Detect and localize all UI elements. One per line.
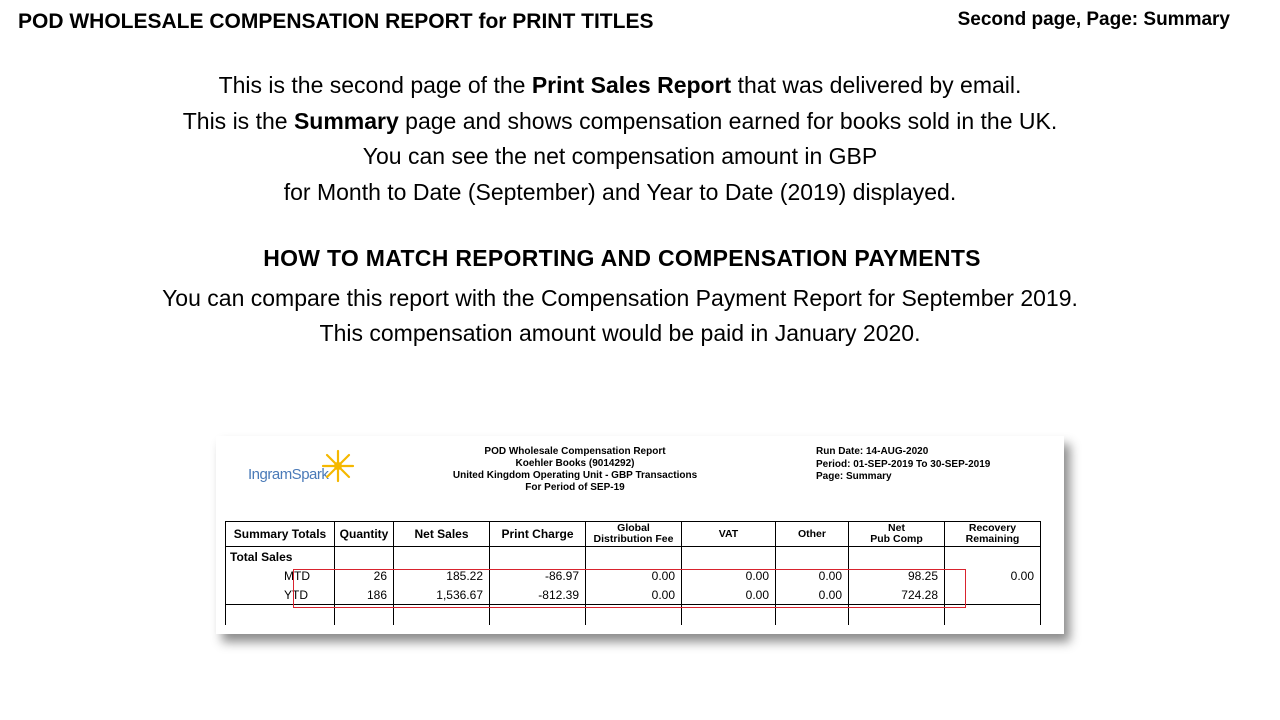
cell-quantity: 26 bbox=[335, 566, 394, 585]
cell-other: 0.00 bbox=[776, 585, 849, 605]
intro-line-1-pre: This is the second page of the bbox=[218, 72, 532, 98]
col-rr-line-2: Remaining bbox=[965, 533, 1020, 545]
row-label: YTD bbox=[226, 585, 335, 605]
col-quantity: Quantity bbox=[335, 522, 394, 547]
empty-cell bbox=[586, 547, 682, 567]
empty-cell bbox=[682, 547, 776, 567]
intro-line-2-bold: Summary bbox=[293, 107, 399, 134]
col-gdf-line-2: Distribution Fee bbox=[593, 533, 674, 545]
col-recovery-remaining bbox=[945, 522, 1041, 547]
col-npc-line-1: Net bbox=[888, 522, 905, 534]
col-net-pub-comp bbox=[849, 522, 945, 547]
star-burst-icon bbox=[320, 448, 356, 484]
intro-line-1-bold: Print Sales Report bbox=[531, 72, 732, 98]
col-rr-line-1: Recovery bbox=[968, 522, 1017, 534]
cell-recovery: 0.00 bbox=[945, 566, 1041, 585]
col-global-distribution-fee bbox=[586, 522, 682, 547]
intro-line-4: for Month to Date (September) and Year to Date (2019) displayed. bbox=[283, 178, 957, 205]
report-header-line: For Period of SEP-19 bbox=[525, 482, 625, 493]
cell-net-pub-comp: 98.25 bbox=[849, 566, 945, 585]
cell-gdf: 0.00 bbox=[586, 566, 682, 585]
cell-print-charge: -812.39 bbox=[490, 585, 586, 605]
run-date: Run Date: 14-AUG-2020 bbox=[816, 446, 929, 457]
slide-title: POD WHOLESALE COMPENSATION REPORT for PRINT TITLES bbox=[18, 10, 654, 33]
section-label: Total Sales bbox=[226, 547, 335, 567]
col-net-sales: Net Sales bbox=[394, 522, 490, 547]
intro-line-2 bbox=[0, 104, 1240, 140]
intro-line-2-post: page and shows compensation earned for books sold in the UK. bbox=[398, 107, 1058, 134]
cell-net-pub-comp: 724.28 bbox=[849, 585, 945, 605]
empty-cell bbox=[849, 547, 945, 567]
empty-cell bbox=[335, 547, 394, 567]
slide-subtitle: Second page, Page: Summary bbox=[957, 9, 1230, 30]
row-label: MTD bbox=[226, 566, 335, 585]
empty-cell bbox=[776, 547, 849, 567]
section-row bbox=[226, 547, 1041, 567]
cell-gdf: 0.00 bbox=[586, 585, 682, 605]
report-header-line: Koehler Books (9014292) bbox=[515, 458, 635, 469]
empty-cell bbox=[490, 547, 586, 567]
empty-cell bbox=[945, 547, 1041, 567]
col-gdf-line-1: Global bbox=[617, 522, 650, 534]
col-print-charge: Print Charge bbox=[490, 522, 586, 547]
period: Period: 01-SEP-2019 To 30-SEP-2019 bbox=[816, 458, 991, 470]
report-meta bbox=[816, 446, 990, 484]
cell-vat: 0.00 bbox=[682, 566, 776, 585]
col-vat: VAT bbox=[682, 522, 776, 547]
highlight-box bbox=[293, 569, 966, 608]
how-line-1: You can compare this report with the Compensation Payment Report for September 2019. bbox=[162, 285, 1078, 311]
intro-line-2-pre: This is the bbox=[182, 107, 294, 134]
table-header-row bbox=[226, 522, 1041, 547]
page-label: Page: Summary bbox=[816, 471, 892, 482]
cell-net-sales: 1,536.67 bbox=[394, 585, 490, 605]
report-header-line: United Kingdom Operating Unit - GBP Transactions bbox=[452, 470, 698, 481]
intro-text bbox=[0, 68, 1240, 210]
how-to-match-text bbox=[0, 281, 1240, 351]
cell-vat: 0.00 bbox=[682, 585, 776, 605]
intro-line-1-post: that was delivered by email. bbox=[731, 72, 1022, 98]
how-to-match-heading: HOW TO MATCH REPORTING AND COMPENSATION PAYMENTS bbox=[263, 245, 981, 271]
report-header-line: POD Wholesale Compensation Report bbox=[484, 446, 666, 457]
logo-text: IngramSpark bbox=[248, 466, 329, 483]
cell-quantity: 186 bbox=[335, 585, 394, 605]
cell-print-charge: -86.97 bbox=[490, 566, 586, 585]
report-screenshot bbox=[216, 436, 1064, 634]
cell-net-sales: 185.22 bbox=[394, 566, 490, 585]
col-summary-totals: Summary Totals bbox=[226, 522, 335, 547]
empty-cell bbox=[394, 547, 490, 567]
col-other: Other bbox=[776, 522, 849, 547]
intro-line-3: You can see the net compensation amount in GBP bbox=[362, 143, 878, 169]
col-npc-line-2: Pub Comp bbox=[870, 533, 923, 545]
how-line-2: This compensation amount would be paid in January 2020. bbox=[319, 320, 921, 346]
cell-other: 0.00 bbox=[776, 566, 849, 585]
report-header bbox=[440, 446, 710, 494]
ingramspark-logo bbox=[248, 460, 358, 486]
intro-line-1 bbox=[0, 68, 1240, 104]
